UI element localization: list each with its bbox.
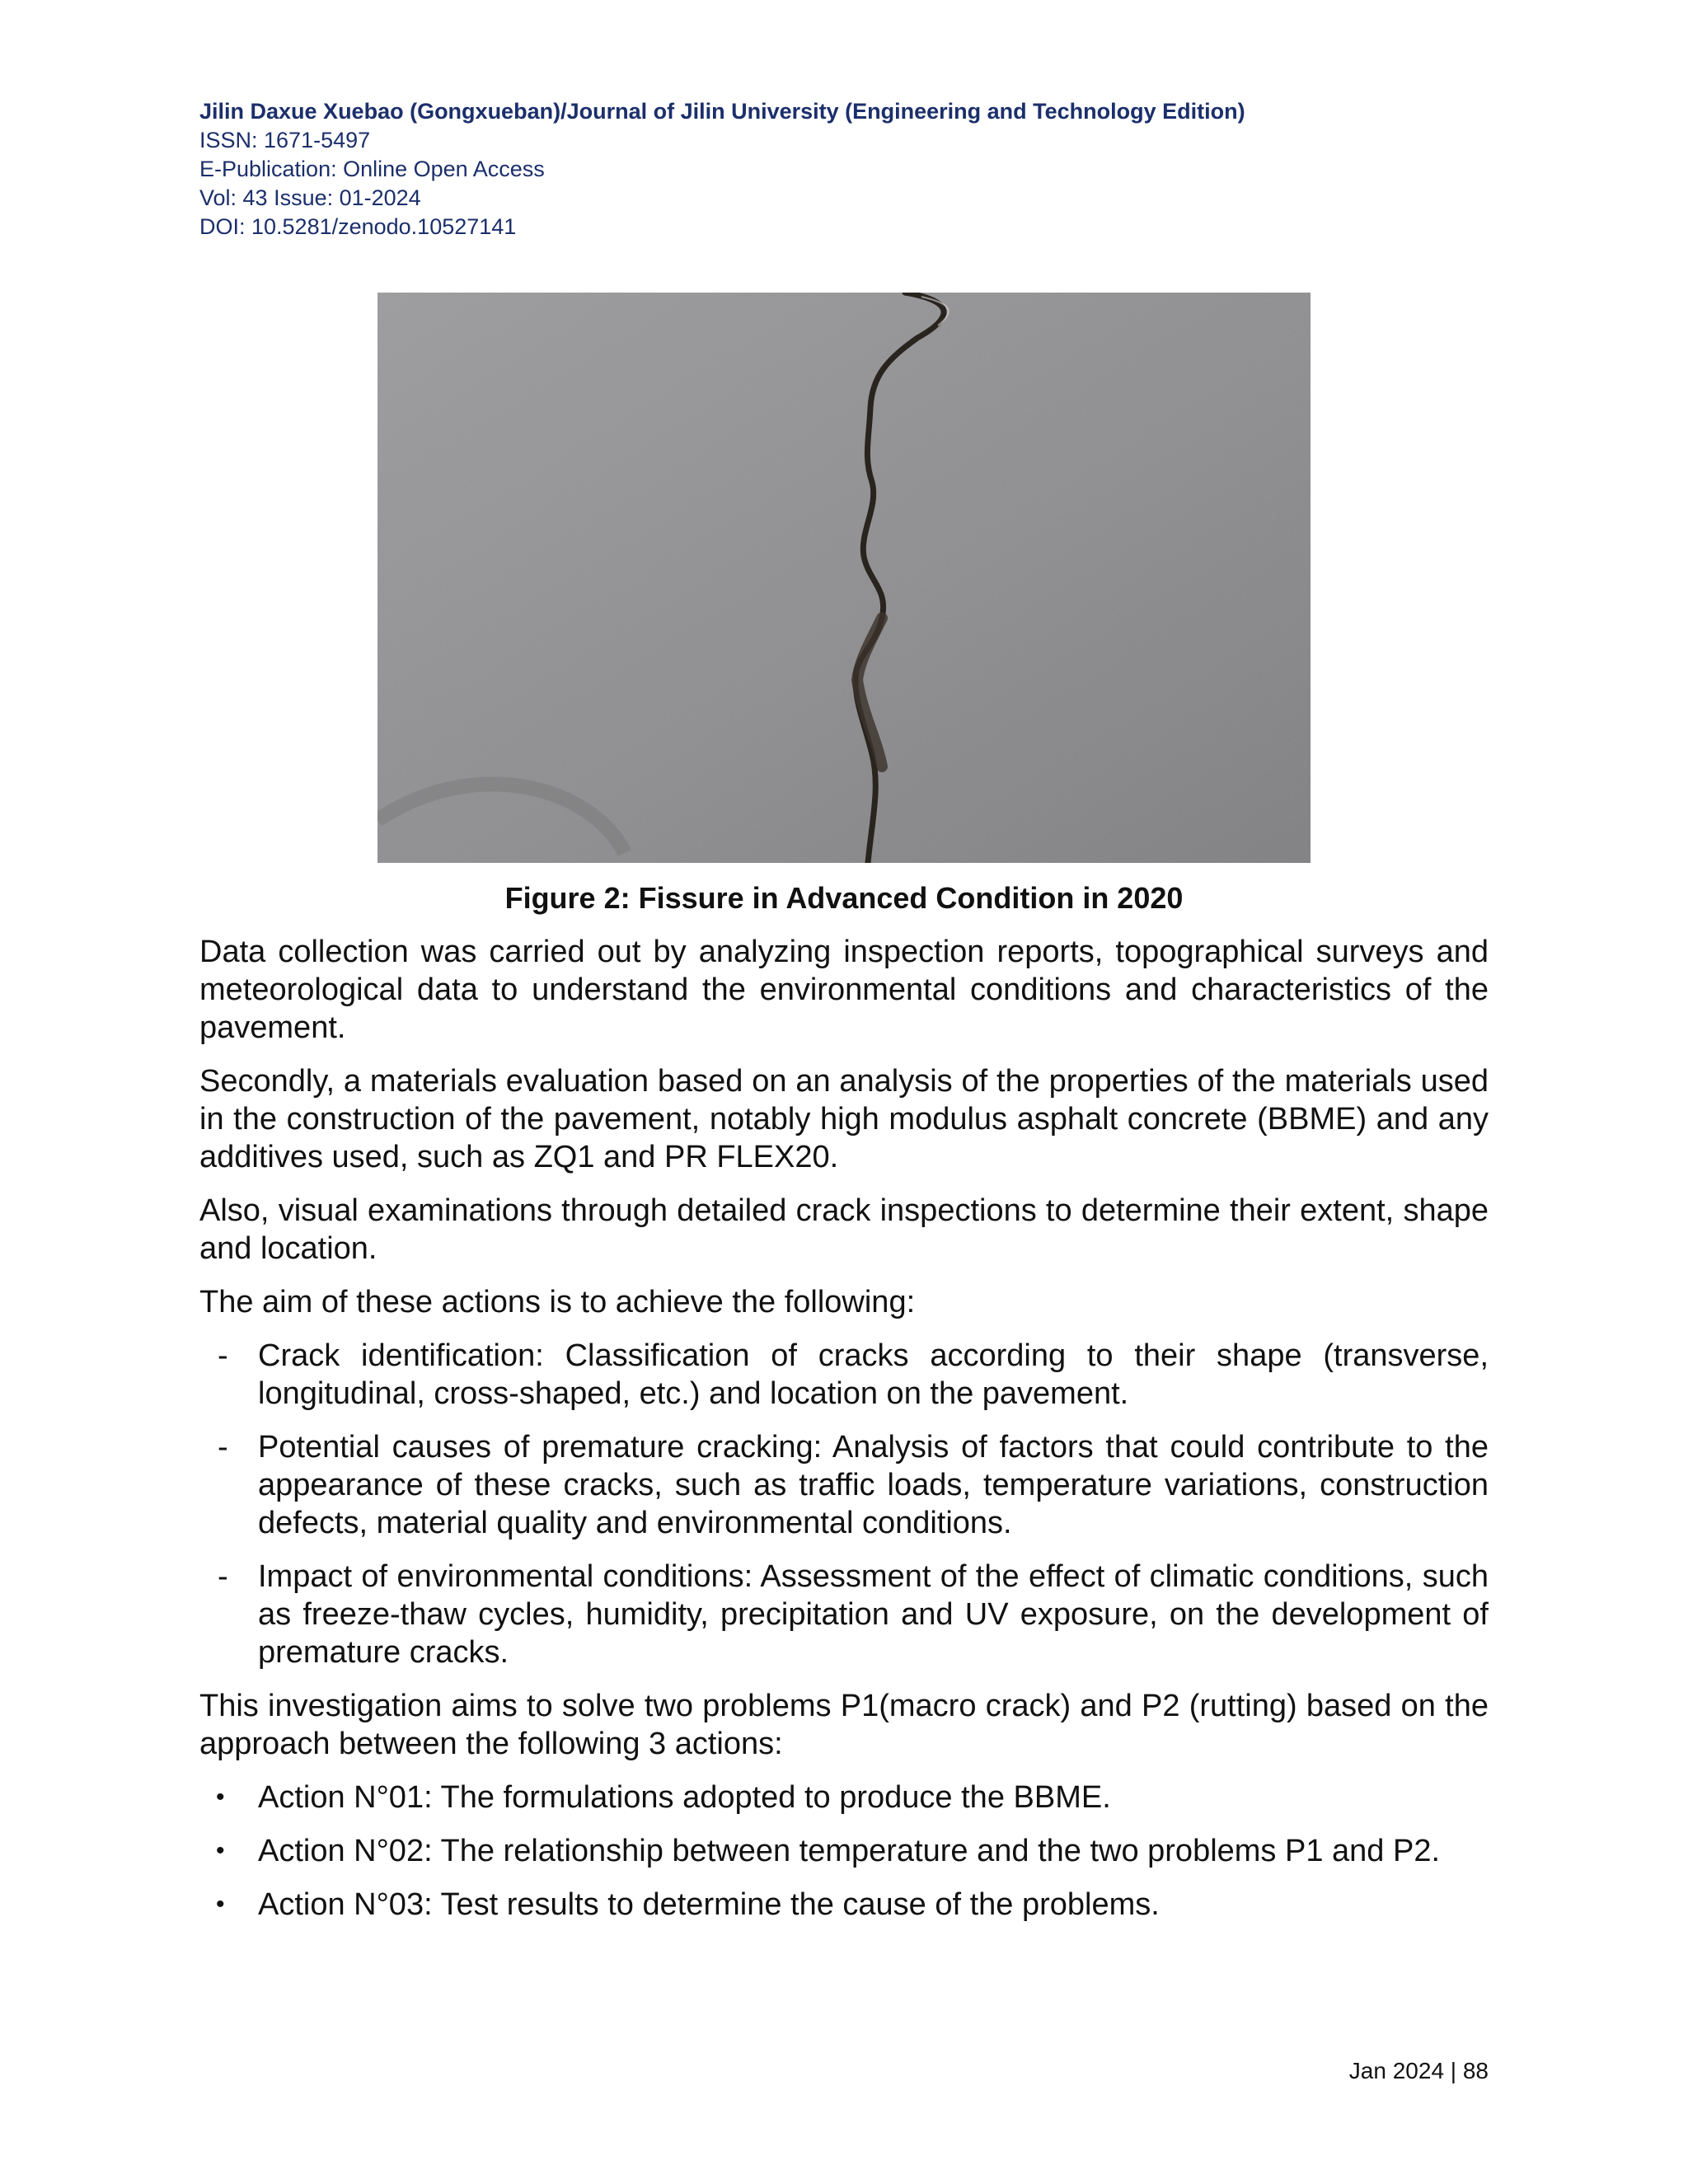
publication-type: E-Publication: Online Open Access	[199, 157, 545, 181]
dash-marker: -	[218, 1338, 228, 1373]
list-item-text: Potential causes of premature cracking: Analysis of factors that could contribute to the appearance of these cracks, such as traffic loads, temperature variations, construction defects, material quality and environmental conditions.	[258, 1430, 1489, 1540]
list-item	[199, 1832, 1489, 1870]
dash-marker: -	[218, 1430, 228, 1465]
list-item-text: Action N°01: The formulations adopted to produce the BBME.	[258, 1780, 1111, 1815]
paragraph: This investigation aims to solve two problems P1(macro crack) and P2 (rutting) based on the approach between the following 3 actions:	[199, 1689, 1489, 1761]
list-item	[199, 1428, 1489, 1542]
figure-caption: Figure 2: Fissure in Advanced Condition in 2020	[504, 881, 1184, 915]
volume-issue: Vol: 43 Issue: 01-2024	[199, 185, 421, 210]
page-footer: Jan 2024 | 88	[1348, 2058, 1489, 2083]
dash-marker: -	[218, 1559, 228, 1594]
paragraph: The aim of these actions is to achieve the following:	[199, 1285, 916, 1319]
issn: ISSN: 1671-5497	[199, 128, 371, 152]
list-item	[199, 1886, 1489, 1924]
journal-header	[199, 97, 1245, 241]
paragraph: Secondly, a materials evaluation based on an analysis of the properties of the materials used in the construction of the pavement, notably high modulus asphalt concrete (BBME) and any additives used, such as ZQ1 and PR FLEX20.	[199, 1064, 1489, 1174]
list-item-text: Crack identification: Classification of cracks according to their shape (transverse, longitudinal, cross-shaped, etc.) and location on the pavement.	[258, 1338, 1489, 1411]
journal-title: Jilin Daxue Xuebao (Gongxueban)/Journal of Jilin University (Engineering and Technology Edition)	[199, 99, 1245, 124]
body-text	[199, 933, 1489, 1939]
list-item-text: Impact of environmental conditions: Assessment of the effect of climatic conditions, such as freeze-thaw cycles, humidity, precipitation and UV exposure, on the development of premature cracks.	[258, 1559, 1489, 1670]
bullet-marker: •	[216, 1891, 225, 1918]
objectives-list	[199, 1337, 1489, 1671]
list-item	[199, 1558, 1489, 1671]
bullet-marker: •	[216, 1783, 225, 1811]
list-item-text: Action N°02: The relationship between temperature and the two problems P1 and P2.	[258, 1834, 1441, 1868]
pavement-crack-photo	[377, 293, 1311, 863]
list-item-text: Action N°03: Test results to determine the cause of the problems.	[258, 1887, 1160, 1922]
paragraph: Data collection was carried out by analyzing inspection reports, topographical surveys and meteorological data to understand the environmental conditions and characteristics of the pavement.	[199, 935, 1489, 1045]
bullet-marker: •	[216, 1837, 225, 1864]
list-item	[199, 1779, 1489, 1816]
doi: DOI: 10.5281/zenodo.10527141	[199, 214, 517, 239]
list-item	[199, 1337, 1489, 1413]
actions-list	[199, 1779, 1489, 1924]
paragraph: Also, visual examinations through detailed crack inspections to determine their extent, shape and location.	[199, 1193, 1489, 1266]
